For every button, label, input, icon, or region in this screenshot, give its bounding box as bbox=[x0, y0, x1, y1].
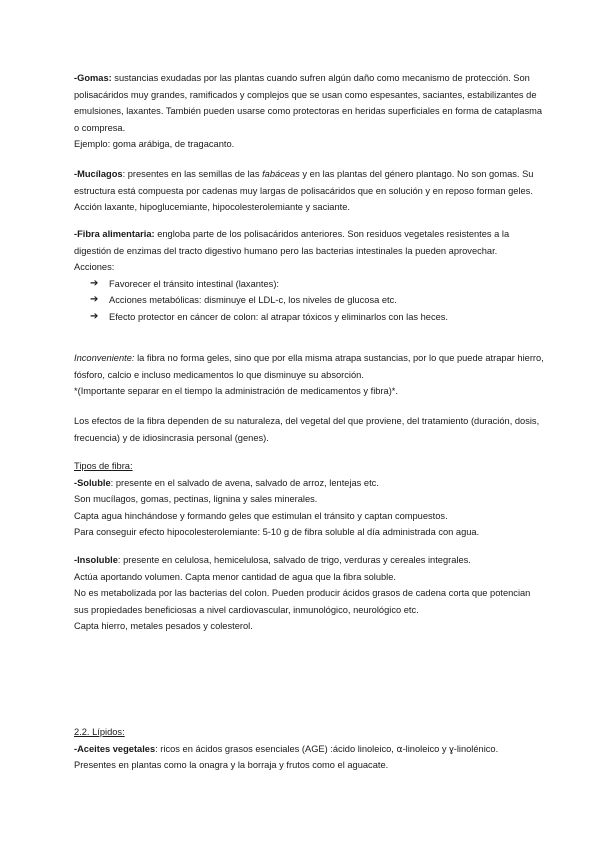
tipos-title: Tipos de fibra: bbox=[74, 461, 133, 471]
insoluble-line: No es metabolizada por las bacterias del colon. Pueden producir ácidos grasos de cadena corta que potencian sus propiedades beneficiosas a nivel cardiovascular, inmunológico, neurológico etc. bbox=[74, 588, 531, 615]
list-item bbox=[74, 292, 544, 309]
lipidos-line: Presentes en plantas como la onagra y la borraja y frutos como el aguacate. bbox=[74, 760, 389, 770]
fibra-section bbox=[74, 226, 544, 325]
arrow-icon: ➔ bbox=[90, 294, 99, 305]
soluble-text: : presente en el salvado de avena, salvado de arroz, lentejas etc. bbox=[110, 477, 379, 488]
gomas-text: sustancias exudadas por las plantas cuando sufren algún daño como mecanismo de protección. Son polisacáridos muy grandes, ramificados y complejos que se usan como espesantes, saciantes, estabilizantes de emulsiones, laxantes. También pueden usarse como protectoras en heridas superficiales en forma de cataplasma o compresa. bbox=[74, 73, 543, 133]
mucilagos-paragraph bbox=[74, 166, 544, 216]
efectos-section bbox=[74, 413, 544, 446]
mucilagos-text-b: y en las plantas del género plantago. No son gomas. Su estructura está compuesta por cadenas muy largas de polisacáridos que en solución y en reposo forman geles. Acción laxante, hipoglucemiante, hipocolesterolemiante y saciante. bbox=[74, 169, 534, 212]
mucilagos-text-a: : presentes en las semillas de las bbox=[122, 169, 263, 179]
soluble-line: Para conseguir efecto hipocolesterolemiante: 5-10 g de fibra soluble al día administrada con agua. bbox=[74, 527, 480, 537]
insoluble-section bbox=[74, 552, 544, 635]
gomas-section bbox=[74, 70, 544, 153]
insoluble-line: Capta hierro, metales pesados y colesterol. bbox=[74, 621, 253, 631]
tipos-section bbox=[74, 458, 544, 541]
aceites-heading: -Aceites vegetales bbox=[74, 743, 156, 754]
insoluble-paragraph bbox=[74, 552, 544, 569]
soluble-heading: -Soluble bbox=[74, 477, 111, 488]
list-item bbox=[74, 276, 544, 293]
inconveniente-note: *(Importante separar en el tiempo la administración de medicamentos y fibra)*. bbox=[74, 386, 398, 396]
arrow-icon: ➔ bbox=[90, 277, 99, 289]
efectos-paragraph: Los efectos de la fibra dependen de su naturaleza, del vegetal del que proviene, del tratamiento (duración, dosis, frecuencia) y de idiosincrasia personal (genes). bbox=[74, 416, 540, 443]
accion-text: Acciones metabólicas: disminuye el LDL-c, los niveles de glucosa etc. bbox=[109, 295, 397, 305]
inconveniente-section bbox=[74, 350, 544, 400]
soluble-line: Capta agua hinchándose y formando geles que estimulan el tránsito y captan compuestos. bbox=[74, 510, 448, 521]
mucilagos-italic: fabáceas bbox=[262, 169, 300, 179]
accion-text: Favorecer el tránsito intestinal (laxantes): bbox=[109, 278, 279, 289]
gomas-paragraph bbox=[74, 70, 544, 136]
acciones-list bbox=[74, 276, 544, 326]
gomas-example: Ejemplo: goma arábiga, de tragacanto. bbox=[74, 139, 235, 149]
mucilagos-section bbox=[74, 166, 544, 216]
fibra-heading: -Fibra alimentaria: bbox=[74, 229, 155, 239]
mucilagos-heading: -Mucílagos bbox=[74, 169, 123, 179]
fibra-paragraph bbox=[74, 226, 544, 259]
acciones-label: Acciones: bbox=[74, 262, 115, 272]
insoluble-text: : presente en celulosa, hemicelulosa, salvado de trigo, verduras y cereales integrales. bbox=[117, 555, 471, 565]
insoluble-heading: -Insoluble bbox=[74, 555, 118, 565]
insoluble-line: Actúa aportando volumen. Capta menor cantidad de agua que la fibra soluble. bbox=[74, 571, 396, 582]
lipidos-paragraph bbox=[74, 741, 544, 758]
lipidos-section bbox=[74, 724, 544, 774]
lipidos-title: 2.2. Lípidos: bbox=[74, 727, 125, 737]
list-item bbox=[74, 309, 544, 326]
gomas-heading: -Gomas: bbox=[74, 73, 112, 83]
inconveniente-label: Inconveniente: bbox=[74, 353, 135, 363]
inconveniente-paragraph bbox=[74, 350, 544, 383]
soluble-line: Son mucílagos, gomas, pectinas, lignina y sales minerales. bbox=[74, 494, 318, 504]
arrow-icon: ➔ bbox=[90, 310, 99, 322]
soluble-paragraph bbox=[74, 475, 544, 492]
accion-text: Efecto protector en cáncer de colon: al atrapar tóxicos y eliminarlos con las heces. bbox=[109, 311, 448, 322]
fibra-text: engloba parte de los polisacáridos anteriores. Son residuos vegetales resistentes a la digestión de enzimas del tracto digestivo humano pero las bacterias intestinales la pueden aprovechar. bbox=[74, 229, 510, 256]
aceites-text: : ricos en ácidos grasos esenciales (AGE) :ácido linoleico, ⍺-linoleico y ɣ-linolénico. bbox=[155, 743, 499, 754]
inconveniente-text: la fibra no forma geles, sino que por ella misma atrapa sustancias, por lo que puede atrapar hierro, fósforo, calcio e incluso medicamentos lo que disminuye su absorción. bbox=[74, 353, 544, 380]
